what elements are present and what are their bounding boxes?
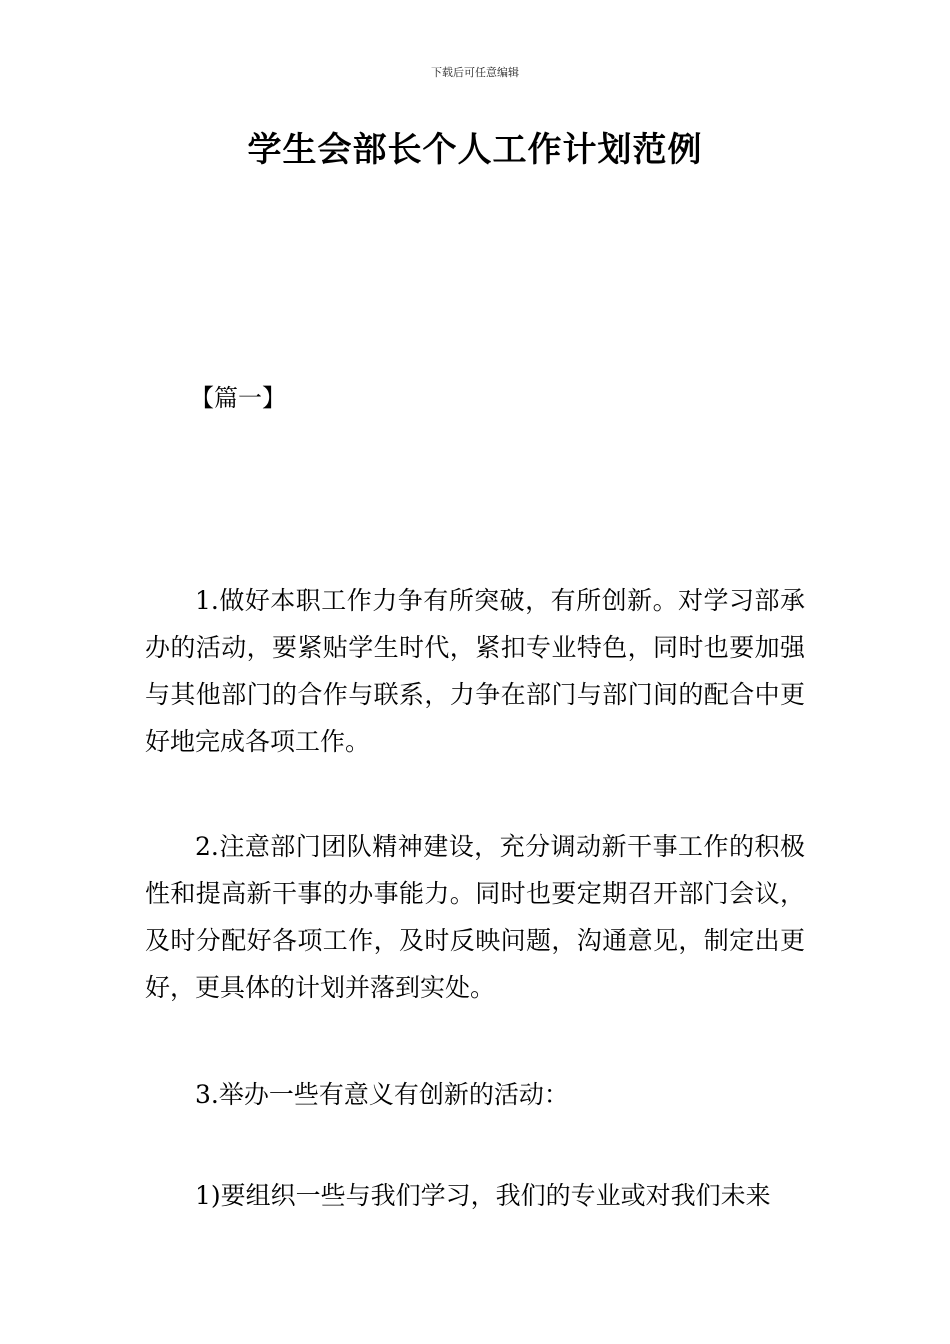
header-note: 下载后可任意编辑 <box>431 66 519 79</box>
paragraph-1: 1.做好本职工作力争有所突破，有所创新。对学习部承办的活动，要紧贴学生时代，紧扣专业特色，同时也要加强与其他部门的合作与联系，力争在部门与部门间的配合中更好地完成各项工作。 <box>145 586 805 756</box>
paragraph-3: 3.举办一些有意义有创新的活动： <box>195 1080 569 1109</box>
section-heading: 【篇一】 <box>190 384 286 412</box>
paragraph-4: 1)要组织一些与我们学习，我们的专业或对我们未来 <box>195 1181 771 1210</box>
paragraph-2: 2.注意部门团队精神建设，充分调动新干事工作的积极性和提高新干事的办事能力。同时也要定期召开部门会议，及时分配好各项工作，及时反映问题，沟通意见，制定出更好，更具体的计划并落到实处。 <box>145 832 805 1002</box>
document-title: 学生会部长个人工作计划范例 <box>247 130 703 170</box>
